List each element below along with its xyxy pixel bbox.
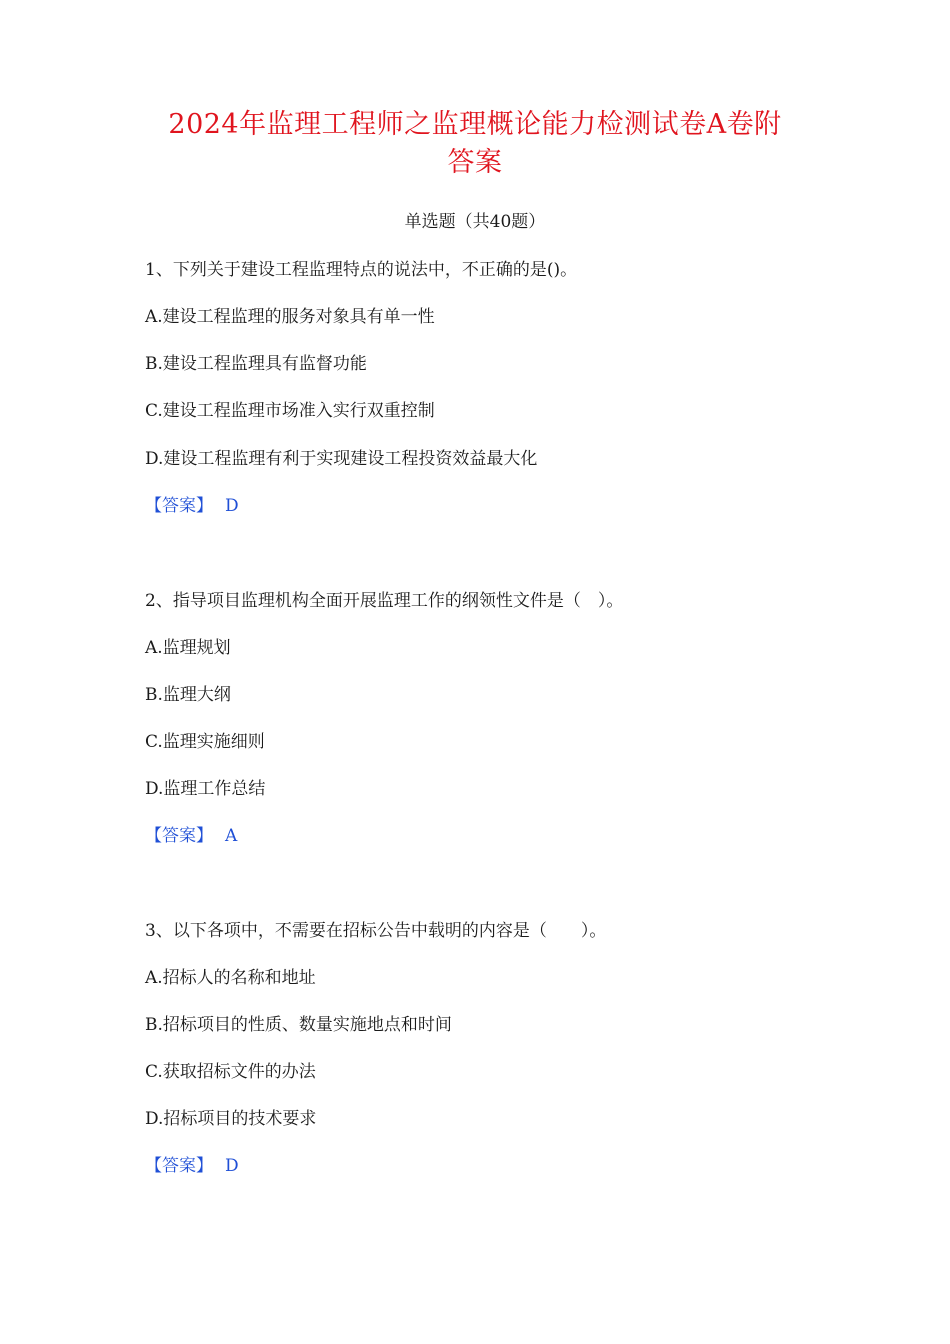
document-title — [120, 106, 830, 182]
question-3-option-d: D.招标项目的技术要求 — [145, 1109, 317, 1129]
question-2-answer — [145, 824, 237, 848]
question-2-option-b: B.监理大纲 — [145, 685, 231, 705]
question-1-option-a: A.建设工程监理的服务对象具有单一性 — [145, 307, 435, 327]
title-line-2: 答案 — [447, 147, 503, 178]
answer-value: D — [225, 1156, 239, 1176]
answer-value: D — [225, 496, 239, 516]
question-1-option-b: B.建设工程监理具有监督功能 — [145, 354, 367, 374]
question-1-answer — [145, 494, 239, 518]
question-3-answer — [145, 1154, 239, 1178]
question-3-option-b: B.招标项目的性质、数量实施地点和时间 — [145, 1015, 452, 1035]
title-line-1: 2024年监理工程师之监理概论能力检测试卷A卷附 — [168, 109, 782, 140]
question-1-option-c: C.建设工程监理市场准入实行双重控制 — [145, 401, 435, 421]
answer-value: A — [225, 826, 238, 846]
question-2-option-a: A.监理规划 — [145, 638, 231, 658]
question-3-stem: 3、以下各项中，不需要在招标公告中载明的内容是（ ）。 — [145, 921, 607, 941]
question-3-option-c: C.获取招标文件的办法 — [145, 1062, 316, 1082]
answer-label: 【答案】 — [145, 496, 213, 516]
question-3-option-a: A.招标人的名称和地址 — [145, 968, 316, 988]
question-1-option-d: D.建设工程监理有利于实现建设工程投资效益最大化 — [145, 449, 538, 469]
answer-label: 【答案】 — [145, 826, 213, 846]
question-2-option-d: D.监理工作总结 — [145, 779, 266, 799]
question-2-stem: 2、指导项目监理机构全面开展监理工作的纲领性文件是（ ）。 — [145, 591, 624, 611]
question-2-option-c: C.监理实施细则 — [145, 732, 265, 752]
section-heading: 单选题（共40题） — [404, 212, 546, 232]
answer-label: 【答案】 — [145, 1156, 213, 1176]
question-1-stem: 1、下列关于建设工程监理特点的说法中，不正确的是()。 — [145, 260, 578, 280]
